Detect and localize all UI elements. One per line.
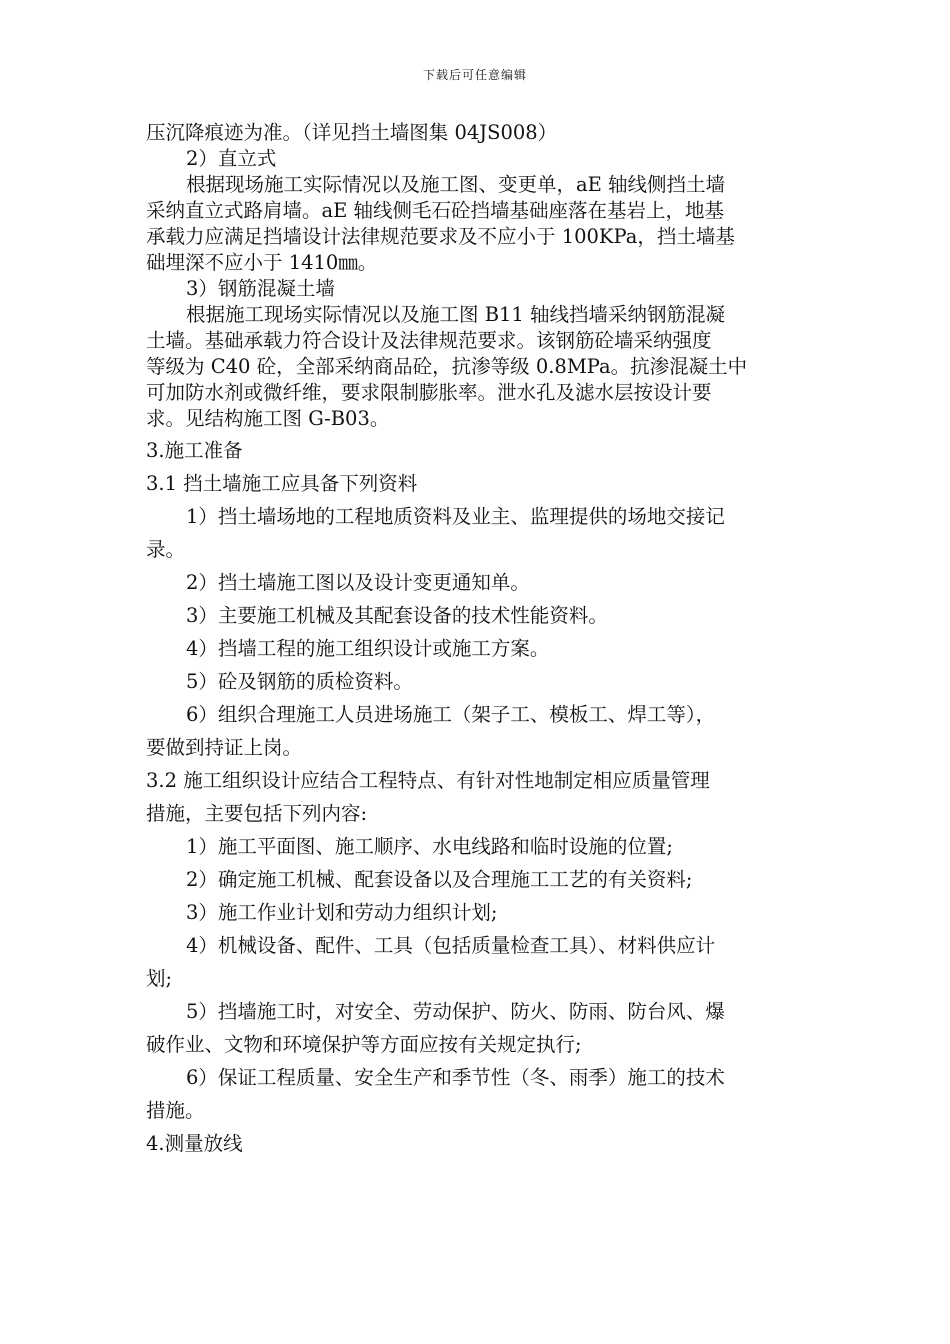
text-line: 承载力应满足挡墙设计法律规范要求及不应小于 100KPa，挡土墙基 [146,225,735,248]
text-line: 3）主要施工机械及其配套设备的技术性能资料。 [186,604,608,627]
text-line: 破作业、文物和环境保护等方面应按有关规定执行; [146,1033,582,1056]
text-line: 5）砼及钢筋的质检资料。 [186,670,413,693]
text-line: 础埋深不应小于 1410㎜。 [146,251,378,274]
text-line: 措施，主要包括下列内容: [146,802,368,825]
text-line: 措施。 [146,1099,205,1122]
text-line: 根据施工现场实际情况以及施工图 B11 轴线挡墙采纳钢筋混凝 [186,303,726,326]
text-line: 3.2 施工组织设计应结合工程特点、有针对性地制定相应质量管理 [146,769,710,792]
construction-prep-section [146,434,806,1160]
text-line: 等级为 C40 砼，全部采纳商品砼，抗渗等级 0.8MPa。抗渗混凝土中 [146,355,748,378]
construction-prep-paragraphs [146,467,806,1160]
text-line: 2）直立式 [186,147,277,170]
text-line: 6）组织合理施工人员进场施工（架子工、模板工、焊工等）， [186,703,716,726]
text-line: 1）施工平面图、施工顺序、水电线路和临时设施的位置; [186,835,673,858]
text-line: 3）钢筋混凝土墙 [186,277,335,300]
text-line: 可加防水剂或微纤维，要求限制膨胀率。泄水孔及滤水层按设计要 [146,381,712,404]
text-line: 划; [146,967,173,990]
text-line: 压沉降痕迹为准。（详见挡土墙图集 04JS008） [146,121,558,144]
text-line: 4）挡墙工程的施工组织设计或施工方案。 [186,637,550,660]
text-line: 3）施工作业计划和劳动力组织计划; [186,901,498,924]
text-line: 2）确定施工机械、配套设备以及合理施工工艺的有关资料; [186,868,693,891]
retaining-wall-types-section [146,120,806,432]
text-line: 土墙。基础承载力符合设计及法律规范要求。该钢筋砼墙采纳强度 [146,329,712,352]
text-line: 1）挡土墙场地的工程地质资料及业主、监理提供的场地交接记 [186,505,725,528]
text-line: 4）机械设备、配件、工具（包括质量检查工具）、材料供应计 [186,934,716,957]
document-body [146,120,806,1160]
text-line: 2）挡土墙施工图以及设计变更通知单。 [186,571,530,594]
text-line: 3.1 挡土墙施工应具备下列资料 [146,472,418,495]
text-line: 要做到持证上岗。 [146,736,303,759]
text-line: 4.测量放线 [146,1132,243,1155]
text-line: 求。见结构施工图 G-B03。 [146,407,390,430]
text-line: 5）挡墙施工时，对安全、劳动保护、防火、防雨、防台风、爆 [186,1000,725,1023]
page-header: 下载后可任意编辑 [422,68,527,82]
section-heading: 3.施工准备 [146,439,243,462]
text-line: 录。 [146,538,186,561]
text-line: 6）保证工程质量、安全生产和季节性（冬、雨季）施工的技术 [186,1066,725,1089]
text-line: 根据现场施工实际情况以及施工图、变更单，aE 轴线侧挡土墙 [186,173,726,196]
text-line: 采纳直立式路肩墙。aE 轴线侧毛石砼挡墙基础座落在基岩上，地基 [146,199,725,222]
